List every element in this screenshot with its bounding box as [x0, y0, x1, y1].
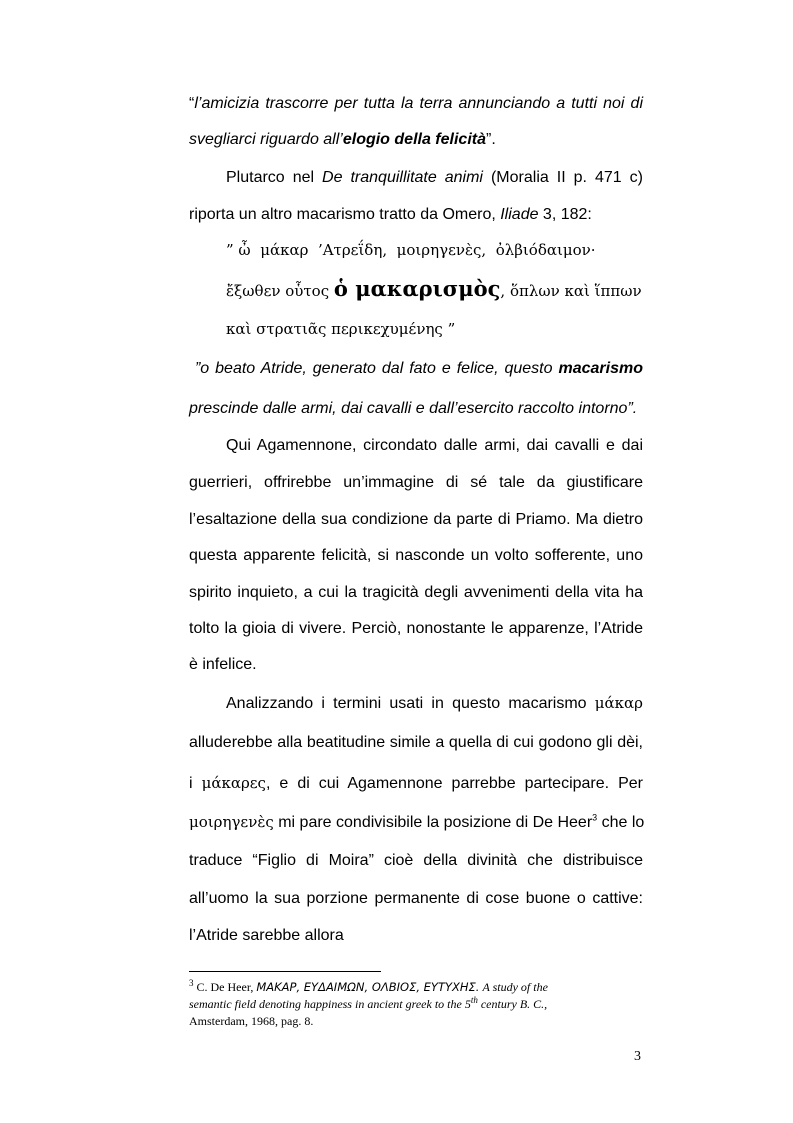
text-span: Analizzando i termini usati in questo macarismo: [226, 695, 595, 712]
footnote-line: [189, 996, 643, 1013]
text-line: guerrieri, offrirebbe un’immagine di sé tale da giustificare: [189, 474, 643, 491]
close-quote: ”.: [486, 131, 496, 148]
text-line: [189, 773, 643, 794]
translation-line: [189, 399, 643, 419]
text-span: riporta un altro macarismo tratto da Omero,: [189, 206, 501, 223]
text-line: l’Atride sarebbe allora: [189, 927, 344, 944]
open-quote: “: [189, 95, 195, 112]
greek-title: ΜΑΚΑΡ, ΕΥΔΑΙΜΩΝ, ΟΛΒΙΟΣ, ΕΥΤΥΧΗΣ.: [256, 980, 480, 994]
emphasis-text: elogio della felicità: [342, 131, 486, 148]
text-line: all’uomo la sua porzione permanente di cose buone o cattive:: [189, 890, 643, 907]
text-span: Plutarco nel: [226, 169, 323, 186]
text-span: i: [189, 775, 202, 792]
text-line: alluderebbe alla beatitudine simile a quella di cui godono gli dèi,: [189, 734, 643, 751]
text-span: century B. C.,: [477, 997, 548, 1011]
text-line: [189, 812, 643, 833]
text-line: tolto la gioia di vivere. Perciò, nonostante le apparenze, l’Atride: [189, 620, 643, 637]
translation-line: [189, 359, 643, 379]
text-line: spirito inquieto, a cui la tragicità degli avvenimenti della vita ha: [189, 584, 643, 601]
text-span: ”o beato Atride, generato dal fato e felice, questo: [189, 360, 559, 377]
quote-text: svegliarci riguardo all’: [189, 131, 343, 148]
footnote-line: Amsterdam, 1968, pag. 8.: [189, 1014, 314, 1028]
text-line: l’esaltazione della sua condizione da parte di Priamo. Ma dietro: [189, 511, 643, 528]
greek-word: μάκαρ: [594, 694, 643, 712]
greek-verse: καὶ στρατιᾶς περικεχυμένης ”: [226, 320, 456, 338]
text-span: A study of the: [479, 980, 548, 994]
text-line: [226, 693, 643, 714]
greek-word: μάκαρες: [201, 774, 266, 792]
text-span: 3, 182:: [538, 206, 592, 223]
text-line: [189, 130, 643, 150]
text-span: che lo: [597, 814, 645, 831]
text-span: , e di cui Agamennone parrebbe partecipare. Per: [265, 775, 644, 792]
text-span: semantic field denoting happiness in ancient greek to the 5: [189, 997, 471, 1011]
footnote-ref: 3: [592, 812, 598, 823]
emphasis-text: macarismo: [558, 360, 643, 377]
text-line: [189, 94, 643, 114]
footnote-separator: [189, 971, 381, 972]
text-line: è infelice.: [189, 656, 257, 673]
text-line: [226, 168, 643, 188]
text-line: [189, 205, 643, 225]
footnote-marker: 3: [189, 978, 194, 988]
text-line: Qui Agamennone, circondato dalle armi, dai cavalli e dai: [226, 437, 643, 454]
text-span: C. De Heer,: [193, 980, 257, 994]
text-span: , ὅπλων καὶ ἵππων: [500, 282, 642, 300]
greek-word: μοιρηγενὲς: [189, 813, 274, 831]
text-line: traduce “Figlio di Moira” cioè della divinità che distribuisce: [189, 852, 643, 869]
greek-verse: ” ὦ μάκαρ ’Ατρεΐδη, μοιρηγενὲς, ὀλβιόδαιμον·: [226, 241, 596, 259]
text-span: (Moralia II p. 471 c): [482, 169, 643, 186]
work-title: Iliade: [500, 206, 539, 223]
greek-emphasis: ὁ μακαρισμὸς: [333, 276, 501, 301]
page-number: 3: [634, 1049, 641, 1064]
greek-verse: [226, 276, 643, 301]
text-span: th: [470, 995, 478, 1005]
text-span: mi pare condivisibile la posizione di De Heer: [273, 814, 593, 831]
text-span: prescinde dalle armi, dai cavalli e dall’esercito raccolto intorno”.: [189, 400, 638, 417]
footnote-line: [189, 979, 643, 996]
work-title: De tranquillitate animi: [322, 169, 483, 186]
quote-text: l’amicizia trascorre per tutta la terra annunciando a tutti noi di: [194, 95, 643, 112]
text-span: ἔξωθεν οὗτος: [226, 282, 334, 300]
text-line: questa apparente felicità, si nasconde un volto sofferente, uno: [189, 547, 643, 564]
